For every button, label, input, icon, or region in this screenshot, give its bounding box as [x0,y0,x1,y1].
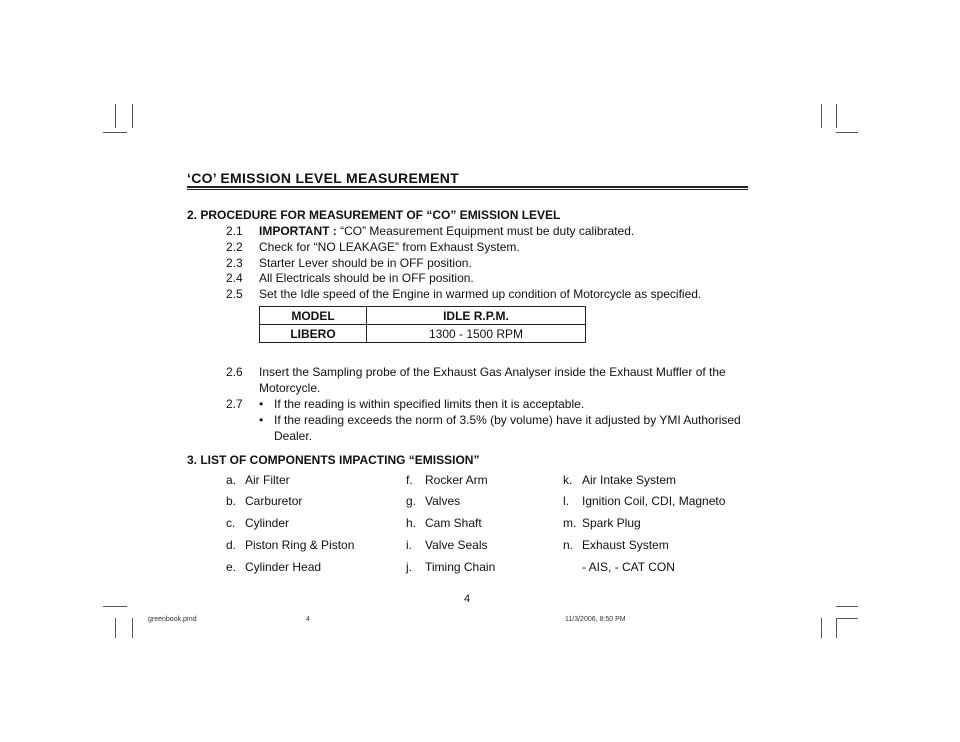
step-number: 2.7 [226,397,243,411]
list-item-letter: m. [563,516,577,530]
bullet: • [259,397,264,411]
list-item: Piston Ring & Piston [245,538,355,552]
list-item: Spark Plug [582,516,641,530]
footer-timestamp: 11/3/2006, 8:50 PM [565,616,626,623]
bullet-text: Dealer. [274,429,313,443]
crop-mark [132,618,133,638]
list-item: Carburetor [245,494,303,508]
step-number: 2.3 [226,256,243,270]
list-item-letter: d. [226,538,237,552]
list-item: Timing Chain [425,560,496,574]
list-item-letter: j. [406,560,412,574]
step-number: 2.2 [226,240,243,254]
step-number: 2.4 [226,271,243,285]
step-number: 2.5 [226,287,243,301]
table-header-rpm: IDLE R.P.M. [367,307,586,325]
list-item: Cylinder Head [245,560,322,574]
list-item: Cam Shaft [425,516,482,530]
step-text: All Electricals should be in OFF position. [259,271,474,285]
bullet-text: If the reading is within specified limits then it is acceptable. [274,397,585,411]
list-item: Valves [425,494,461,508]
crop-mark [115,618,116,638]
footer-filename: greenbook.pmd [148,616,197,623]
table-cell-rpm: 1300 - 1500 RPM [367,325,586,343]
step-text: Starter Lever should be in OFF position. [259,256,472,270]
bullet: • [259,413,264,427]
list-item-letter: g. [406,494,417,508]
list-item-letter: f. [406,473,413,487]
table-header-model: MODEL [260,307,367,325]
list-item-letter: l. [563,494,569,508]
table-row [260,325,586,343]
crop-mark [836,618,837,638]
crop-mark [821,104,822,128]
section2-heading: 2. PROCEDURE FOR MEASUREMENT OF “CO” EMISSION LEVEL [187,208,561,222]
list-item: Valve Seals [425,538,488,552]
page-title: ‘CO’ EMISSION LEVEL MEASUREMENT [187,170,459,186]
crop-mark [836,606,858,607]
list-item-letter: e. [226,560,237,574]
step-text: Insert the Sampling probe of the Exhaust Gas Analyser inside the Exhaust Muffler of the [259,365,726,379]
crop-mark [836,104,837,128]
list-item: - AIS, - CAT CON [582,560,675,574]
list-item-letter: c. [226,516,236,530]
crop-mark [132,104,133,128]
crop-mark [836,618,858,619]
step-number: 2.6 [226,365,243,379]
step-text-body: “CO” Measurement Equipment must be duty calibrated. [340,224,635,238]
list-item-letter: i. [406,538,412,552]
important-label: IMPORTANT : [259,224,337,238]
list-item: Air Filter [245,473,290,487]
crop-mark [103,132,127,133]
table-header-row [260,307,586,325]
table-cell-model: LIBERO [260,325,367,343]
step-number: 2.1 [226,224,243,238]
list-item-letter: a. [226,473,237,487]
crop-mark [115,104,116,128]
bullet-text: If the reading exceeds the norm of 3.5% (by volume) have it adjusted by YMI Authorised [274,413,741,427]
list-item: Exhaust System [582,538,669,552]
step-text: Set the Idle speed of the Engine in warmed up condition of Motorcycle as specified. [259,287,702,301]
footer-page: 4 [306,616,310,623]
title-rule-thin [187,189,748,190]
list-item-letter: h. [406,516,417,530]
list-item-letter: n. [563,538,574,552]
step-text: Check for “NO LEAKAGE” from Exhaust System. [259,240,520,254]
list-item: Air Intake System [582,473,677,487]
crop-mark [103,606,127,607]
page-number: 4 [464,593,471,605]
step-text [259,223,634,239]
title-rule [187,186,748,188]
list-item: Ignition Coil, CDI, Magneto [582,494,726,508]
step-text: Motorcycle. [259,381,321,395]
list-item-letter: b. [226,494,237,508]
crop-mark [836,132,858,133]
idle-rpm-table [259,306,586,343]
list-item: Cylinder [245,516,290,530]
section3-heading: 3. LIST OF COMPONENTS IMPACTING “EMISSION” [187,453,480,467]
list-item-letter: k. [563,473,573,487]
crop-mark [821,618,822,638]
list-item: Rocker Arm [425,473,488,487]
